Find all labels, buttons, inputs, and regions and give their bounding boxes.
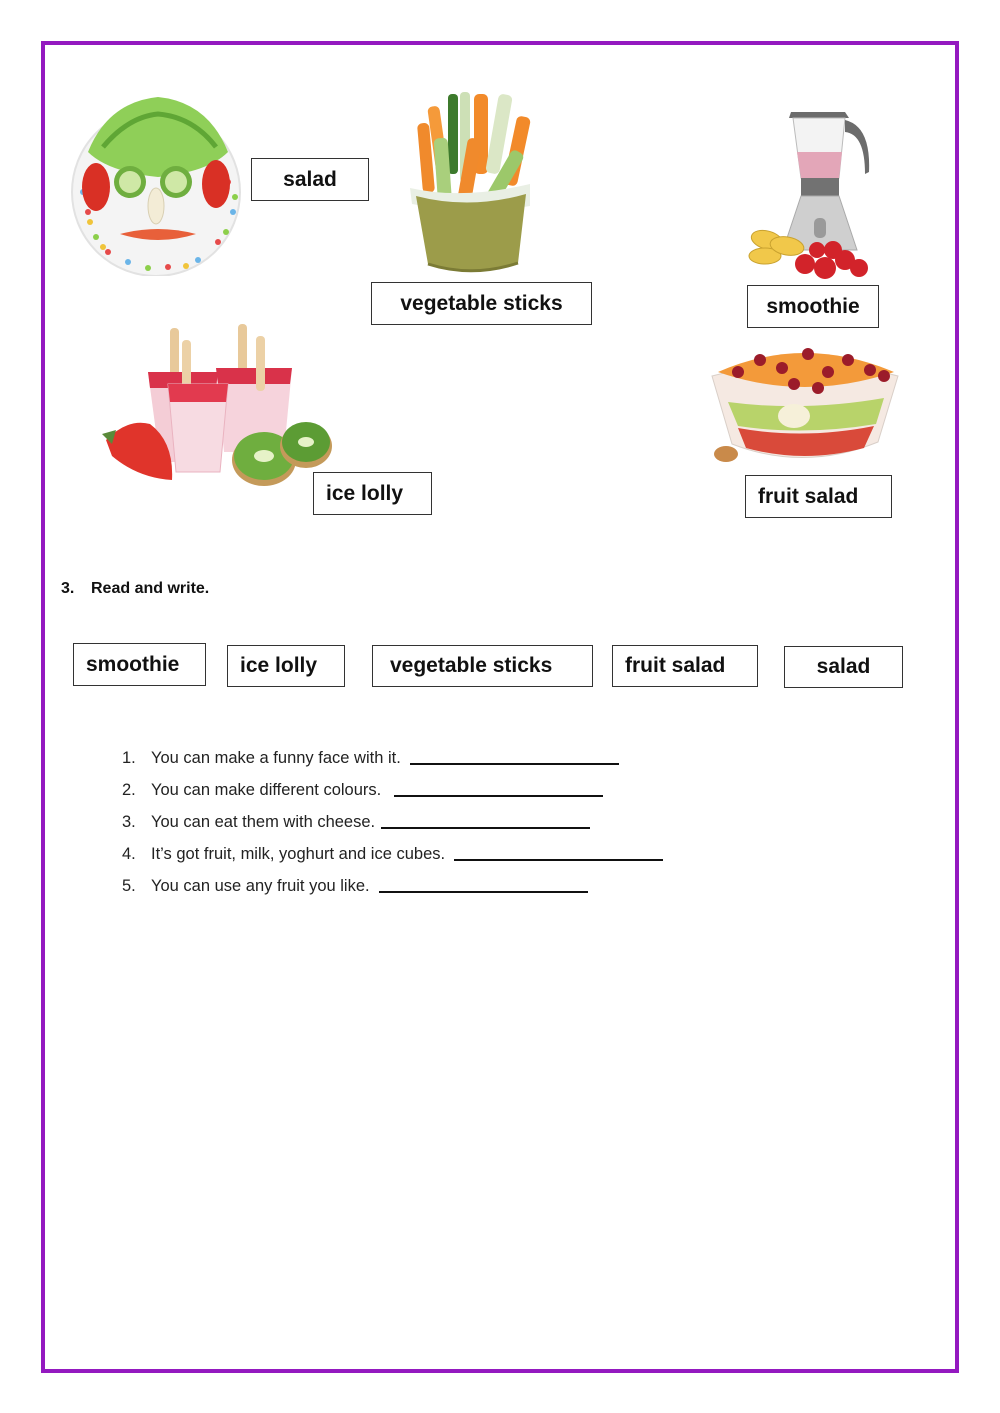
question-number: 3.: [122, 813, 136, 831]
question-number: 1.: [122, 749, 136, 767]
question-text: You can eat them with cheese.: [151, 813, 376, 831]
question-item: [122, 813, 590, 832]
answer-blank[interactable]: [454, 859, 663, 861]
section-number: 3.: [61, 580, 75, 597]
question-text: It’s got fruit, milk, yoghurt and ice cubes.: [151, 845, 446, 863]
word-bank-item: [73, 643, 206, 686]
vegetable-sticks-cup-icon: [402, 88, 538, 276]
word-bank-item: [372, 645, 593, 687]
picture-label-salad: [251, 158, 369, 201]
picture-label-smoothie: [747, 285, 879, 328]
label-text: ice lolly: [326, 481, 404, 505]
answer-blank[interactable]: [410, 763, 619, 765]
word-text: vegetable sticks: [390, 654, 553, 677]
ice-lolly-image: [98, 322, 338, 492]
salad-face-plate-icon: [68, 92, 246, 276]
answer-blank[interactable]: [381, 827, 590, 829]
picture-label-vegetable-sticks: [371, 282, 592, 325]
picture-label-ice-lolly: [313, 472, 432, 515]
word-text: smoothie: [86, 652, 180, 676]
question-number: 2.: [122, 781, 136, 799]
label-text: vegetable sticks: [400, 291, 563, 315]
question-text: You can use any fruit you like.: [151, 877, 370, 895]
question-text: You can make different colours.: [151, 781, 382, 799]
question-text: You can make a funny face with it.: [151, 749, 401, 767]
question-item: [122, 845, 663, 864]
label-text: salad: [283, 167, 337, 191]
answer-blank[interactable]: [379, 891, 588, 893]
fruit-salad-bowl-icon: [698, 332, 912, 470]
vegetable-sticks-image: [402, 88, 538, 276]
blender-with-fruit-icon: [745, 100, 885, 280]
question-item: [122, 781, 603, 800]
label-text: fruit salad: [758, 484, 859, 508]
section-heading: [61, 580, 209, 598]
section-title: Read and write.: [91, 580, 210, 597]
ice-lollies-with-fruit-icon: [98, 322, 338, 492]
answer-blank[interactable]: [394, 795, 603, 797]
word-bank-item: [227, 645, 345, 687]
question-number: 4.: [122, 845, 136, 863]
word-text: fruit salad: [625, 654, 726, 677]
question-item: [122, 877, 588, 896]
smoothie-image: [745, 100, 885, 280]
question-item: [122, 749, 619, 768]
picture-label-fruit-salad: [745, 475, 892, 518]
word-text: ice lolly: [240, 654, 318, 677]
word-text: salad: [816, 655, 871, 678]
question-number: 5.: [122, 877, 136, 895]
salad-image: [68, 92, 246, 276]
word-bank-item: [784, 646, 903, 688]
label-text: smoothie: [766, 294, 860, 318]
word-bank-item: [612, 645, 758, 687]
fruit-salad-image: [698, 332, 912, 470]
